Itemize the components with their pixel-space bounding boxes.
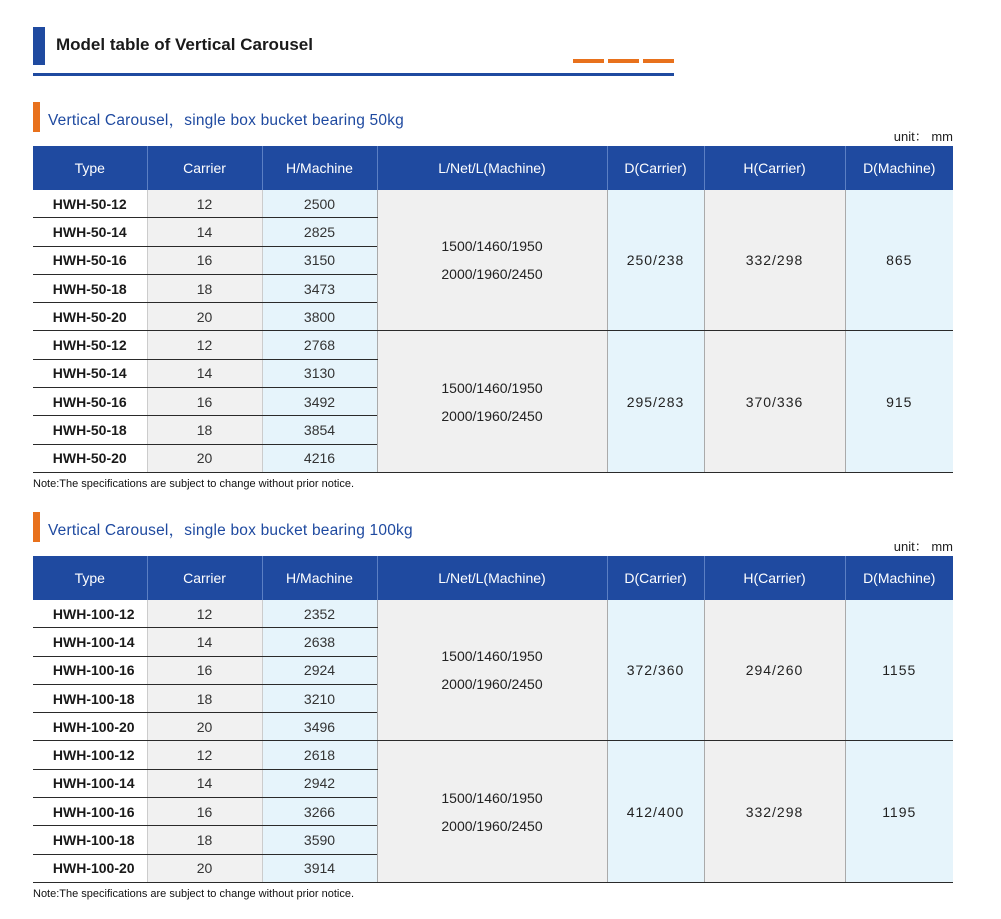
table-body: [33, 600, 953, 882]
l-net-line-2: 2000/1960/2450: [441, 676, 543, 693]
cell-carrier: 18: [147, 684, 262, 712]
header-col-carrier: Carrier: [147, 146, 262, 190]
header-col-d-machine: D(Machine): [845, 556, 953, 600]
cell-carrier: 14: [147, 628, 262, 656]
header-col-type: Type: [33, 556, 147, 600]
cell-type: HWH-100-16: [33, 798, 147, 826]
cell-carrier: 14: [147, 359, 262, 387]
cell-carrier: 16: [147, 388, 262, 416]
cell-carrier: 18: [147, 416, 262, 444]
cell-type: HWH-100-16: [33, 656, 147, 684]
section-title: Vertical Carousel，single box bucket bearing 50kg: [48, 112, 404, 129]
cell-h-machine: 2768: [262, 331, 377, 359]
cell-h-machine: 3854: [262, 416, 377, 444]
cell-carrier: 14: [147, 769, 262, 797]
header-col-l-net: L/Net/L(Machine): [377, 146, 607, 190]
note-text: Note:The specifications are subject to change without prior notice.: [33, 888, 355, 900]
table-row: [33, 741, 953, 769]
table-row: [33, 600, 953, 628]
spec-table-50kg: [33, 146, 953, 473]
section-50kg: [33, 102, 953, 494]
cell-h-machine: 4216: [262, 444, 377, 472]
cell-carrier: 12: [147, 190, 262, 218]
cell-carrier: 12: [147, 741, 262, 769]
cell-carrier: 16: [147, 798, 262, 826]
header-col-d-machine: D(Machine): [845, 146, 953, 190]
cell-d-machine: 1155: [845, 600, 953, 741]
header-col-d-carrier: D(Carrier): [607, 556, 704, 600]
cell-h-machine: 3210: [262, 684, 377, 712]
section-title: Vertical Carousel，single box bucket bearing 100kg: [48, 522, 413, 539]
cell-carrier: 14: [147, 218, 262, 246]
cell-type: HWH-100-14: [33, 769, 147, 797]
l-net-line-2: 2000/1960/2450: [441, 817, 543, 834]
cell-type: HWH-50-20: [33, 444, 147, 472]
cell-d-carrier: 295/283: [607, 331, 704, 472]
cell-type: HWH-50-18: [33, 274, 147, 302]
header-col-l-net: L/Net/L(Machine): [377, 556, 607, 600]
header-divider: [33, 73, 674, 76]
cell-carrier: 20: [147, 854, 262, 882]
cell-carrier: 20: [147, 303, 262, 331]
l-net-line-1: 1500/1460/1950: [441, 238, 543, 255]
section-accent-bar: [33, 102, 40, 132]
table-body: [33, 190, 953, 472]
cell-carrier: 20: [147, 444, 262, 472]
cell-type: HWH-100-20: [33, 854, 147, 882]
cell-d-carrier: 372/360: [607, 600, 704, 741]
l-net-line-1: 1500/1460/1950: [441, 379, 543, 396]
cell-d-carrier: 412/400: [607, 741, 704, 882]
unit-label: unit： mm: [893, 539, 953, 554]
cell-type: HWH-100-20: [33, 713, 147, 741]
l-net-line-2: 2000/1960/2450: [441, 266, 543, 283]
unit-label: unit： mm: [893, 129, 953, 144]
cell-h-machine: 2825: [262, 218, 377, 246]
cell-type: HWH-50-18: [33, 416, 147, 444]
cell-h-machine: 2500: [262, 190, 377, 218]
cell-h-machine: 3800: [262, 303, 377, 331]
cell-type: HWH-50-14: [33, 218, 147, 246]
spec-table-100kg: [33, 556, 953, 883]
cell-h-machine: 3473: [262, 274, 377, 302]
table-header: [33, 556, 953, 600]
header-col-carrier: Carrier: [147, 556, 262, 600]
cell-h-machine: 2352: [262, 600, 377, 628]
cell-h-machine: 3914: [262, 854, 377, 882]
cell-type: HWH-50-14: [33, 359, 147, 387]
l-net-line-1: 1500/1460/1950: [441, 789, 543, 806]
cell-carrier: 16: [147, 246, 262, 274]
cell-carrier: 18: [147, 274, 262, 302]
header-col-d-carrier: D(Carrier): [607, 146, 704, 190]
cell-h-carrier: 370/336: [704, 331, 845, 472]
cell-l-net: [377, 600, 607, 741]
cell-h-machine: 3150: [262, 246, 377, 274]
header-col-h-machine: H/Machine: [262, 556, 377, 600]
cell-type: HWH-100-14: [33, 628, 147, 656]
l-net-line-1: 1500/1460/1950: [441, 648, 543, 665]
cell-type: HWH-50-16: [33, 388, 147, 416]
cell-d-carrier: 250/238: [607, 190, 704, 331]
cell-type: HWH-100-18: [33, 826, 147, 854]
header-dash-2: [608, 59, 639, 63]
cell-type: HWH-100-12: [33, 600, 147, 628]
cell-h-machine: 3130: [262, 359, 377, 387]
table-header: [33, 146, 953, 190]
section-100kg: [33, 512, 953, 904]
cell-h-machine: 3496: [262, 713, 377, 741]
table-row: [33, 331, 953, 359]
page-title: Model table of Vertical Carousel: [56, 35, 313, 54]
cell-h-machine: 2924: [262, 656, 377, 684]
cell-d-machine: 915: [845, 331, 953, 472]
cell-type: HWH-50-20: [33, 303, 147, 331]
cell-d-machine: 1195: [845, 741, 953, 882]
cell-h-carrier: 332/298: [704, 190, 845, 331]
cell-carrier: 20: [147, 713, 262, 741]
header-col-h-machine: H/Machine: [262, 146, 377, 190]
header-dash-3: [643, 59, 674, 63]
note-text: Note:The specifications are subject to change without prior notice.: [33, 478, 355, 490]
cell-l-net: [377, 190, 607, 331]
header-col-h-carrier: H(Carrier): [704, 556, 845, 600]
cell-l-net: [377, 741, 607, 882]
cell-carrier: 16: [147, 656, 262, 684]
cell-h-machine: 2638: [262, 628, 377, 656]
cell-type: HWH-100-12: [33, 741, 147, 769]
cell-h-carrier: 294/260: [704, 600, 845, 741]
cell-type: HWH-50-12: [33, 331, 147, 359]
header-col-h-carrier: H(Carrier): [704, 146, 845, 190]
cell-carrier: 18: [147, 826, 262, 854]
cell-type: HWH-50-12: [33, 190, 147, 218]
cell-h-machine: 2618: [262, 741, 377, 769]
table-row: [33, 190, 953, 218]
section-accent-bar: [33, 512, 40, 542]
l-net-line-2: 2000/1960/2450: [441, 407, 543, 424]
cell-l-net: [377, 331, 607, 472]
cell-carrier: 12: [147, 331, 262, 359]
header-col-type: Type: [33, 146, 147, 190]
cell-type: HWH-50-16: [33, 246, 147, 274]
cell-h-machine: 3590: [262, 826, 377, 854]
cell-h-machine: 2942: [262, 769, 377, 797]
header-accent-bar: [33, 27, 45, 65]
header-dash-1: [573, 59, 604, 63]
cell-h-carrier: 332/298: [704, 741, 845, 882]
cell-d-machine: 865: [845, 190, 953, 331]
cell-type: HWH-100-18: [33, 684, 147, 712]
cell-h-machine: 3492: [262, 388, 377, 416]
cell-h-machine: 3266: [262, 798, 377, 826]
cell-carrier: 12: [147, 600, 262, 628]
